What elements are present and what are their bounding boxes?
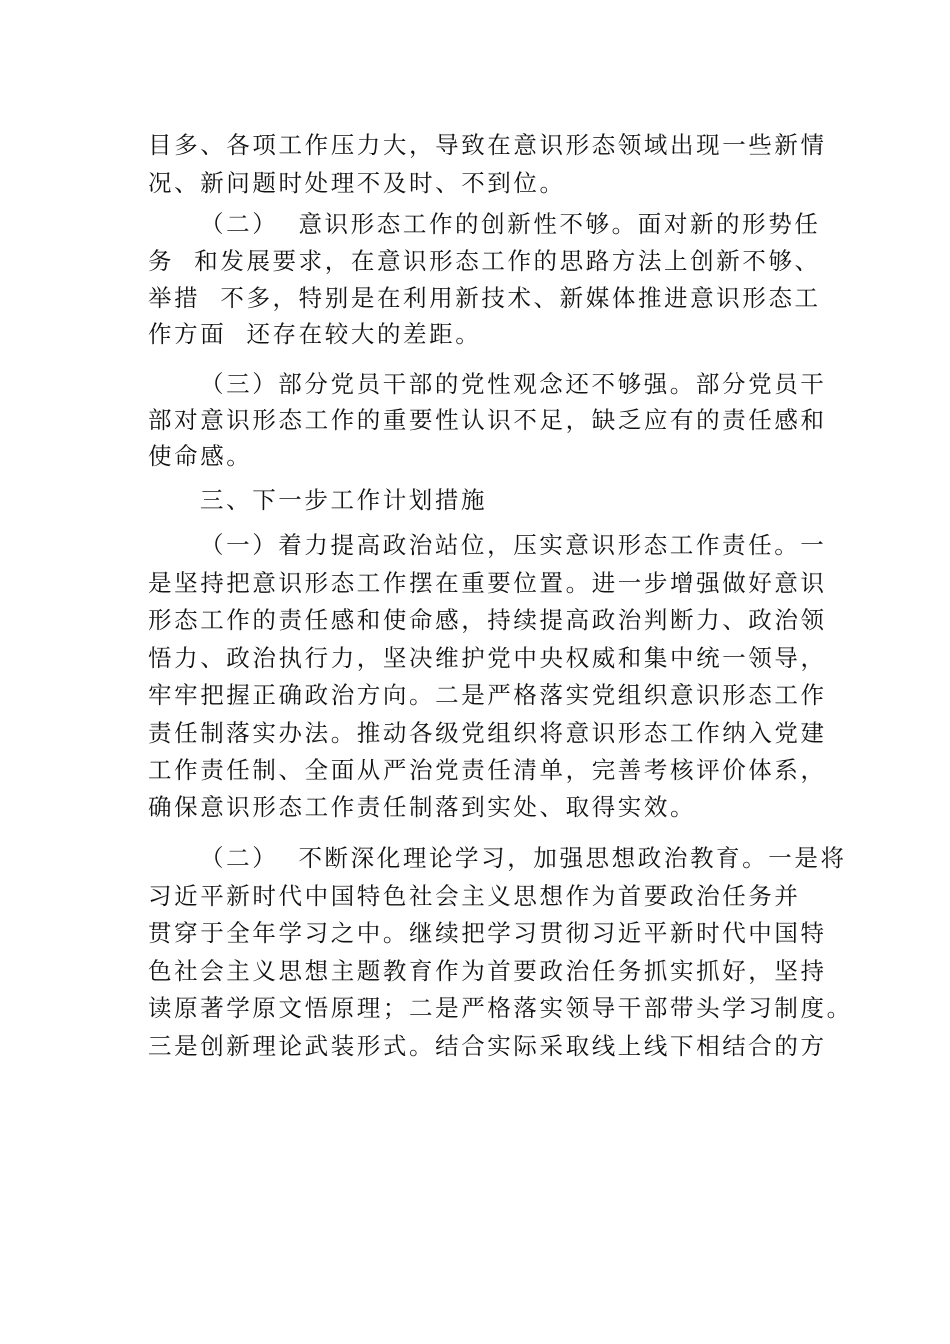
- text-line: 举措 不多，特别是在利用新技术、新媒体推进意识形态工: [148, 284, 821, 312]
- text-line: 责任制落实办法。推动各级党组织将意识形态工作纳入党建: [148, 719, 827, 747]
- text-line: 牢牢把握正确政治方向。二是严格落实党组织意识形态工作: [148, 681, 827, 709]
- text-line: 务 和发展要求，在意识形态工作的思路方法上创新不够、: [148, 247, 821, 275]
- text-line: 读原著学原文悟原理；二是严格落实领导干部带头学习制度。: [148, 994, 853, 1022]
- section-heading: 三、下一步工作计划措施: [200, 486, 488, 514]
- text-line: （二） 意识形态工作的创新性不够。面对新的形势任: [200, 210, 821, 238]
- text-line: 部对意识形态工作的重要性认识不足，缺乏应有的责任感和: [148, 406, 827, 434]
- text-line: 习近平新时代中国特色社会主义思想作为首要政治任务并: [148, 882, 801, 910]
- text-line: 工作责任制、全面从严治党责任清单，完善考核评价体系，: [148, 756, 827, 784]
- text-line: 目多、各项工作压力大，导致在意识形态领域出现一些新情: [148, 131, 827, 159]
- text-line: （二） 不断深化理论学习，加强思想政治教育。一是将: [200, 844, 847, 872]
- text-line: 三是创新理论武装形式。结合实际采取线上线下相结合的方: [148, 1032, 827, 1060]
- text-line: 况、新问题时处理不及时、不到位。: [148, 169, 566, 197]
- text-line: 确保意识形态工作责任制落到实处、取得实效。: [148, 793, 697, 821]
- text-line: 是坚持把意识形态工作摆在重要位置。进一步增强做好意识: [148, 569, 827, 597]
- text-line: （一）着力提高政治站位，压实意识形态工作责任。一: [200, 531, 827, 559]
- text-line: 色社会主义思想主题教育作为首要政治任务抓实抓好，坚持: [148, 957, 827, 985]
- text-line: 贯穿于全年学习之中。继续把学习贯彻习近平新时代中国特: [148, 919, 827, 947]
- text-line: 使命感。: [148, 442, 253, 470]
- text-line: 形态工作的责任感和使命感，持续提高政治判断力、政治领: [148, 606, 827, 634]
- text-line: （三）部分党员干部的党性观念还不够强。部分党员干: [200, 370, 827, 398]
- text-line: 作方面 还存在较大的差距。: [148, 320, 482, 348]
- text-line: 悟力、政治执行力，坚决维护党中央权威和集中统一领导，: [148, 644, 827, 672]
